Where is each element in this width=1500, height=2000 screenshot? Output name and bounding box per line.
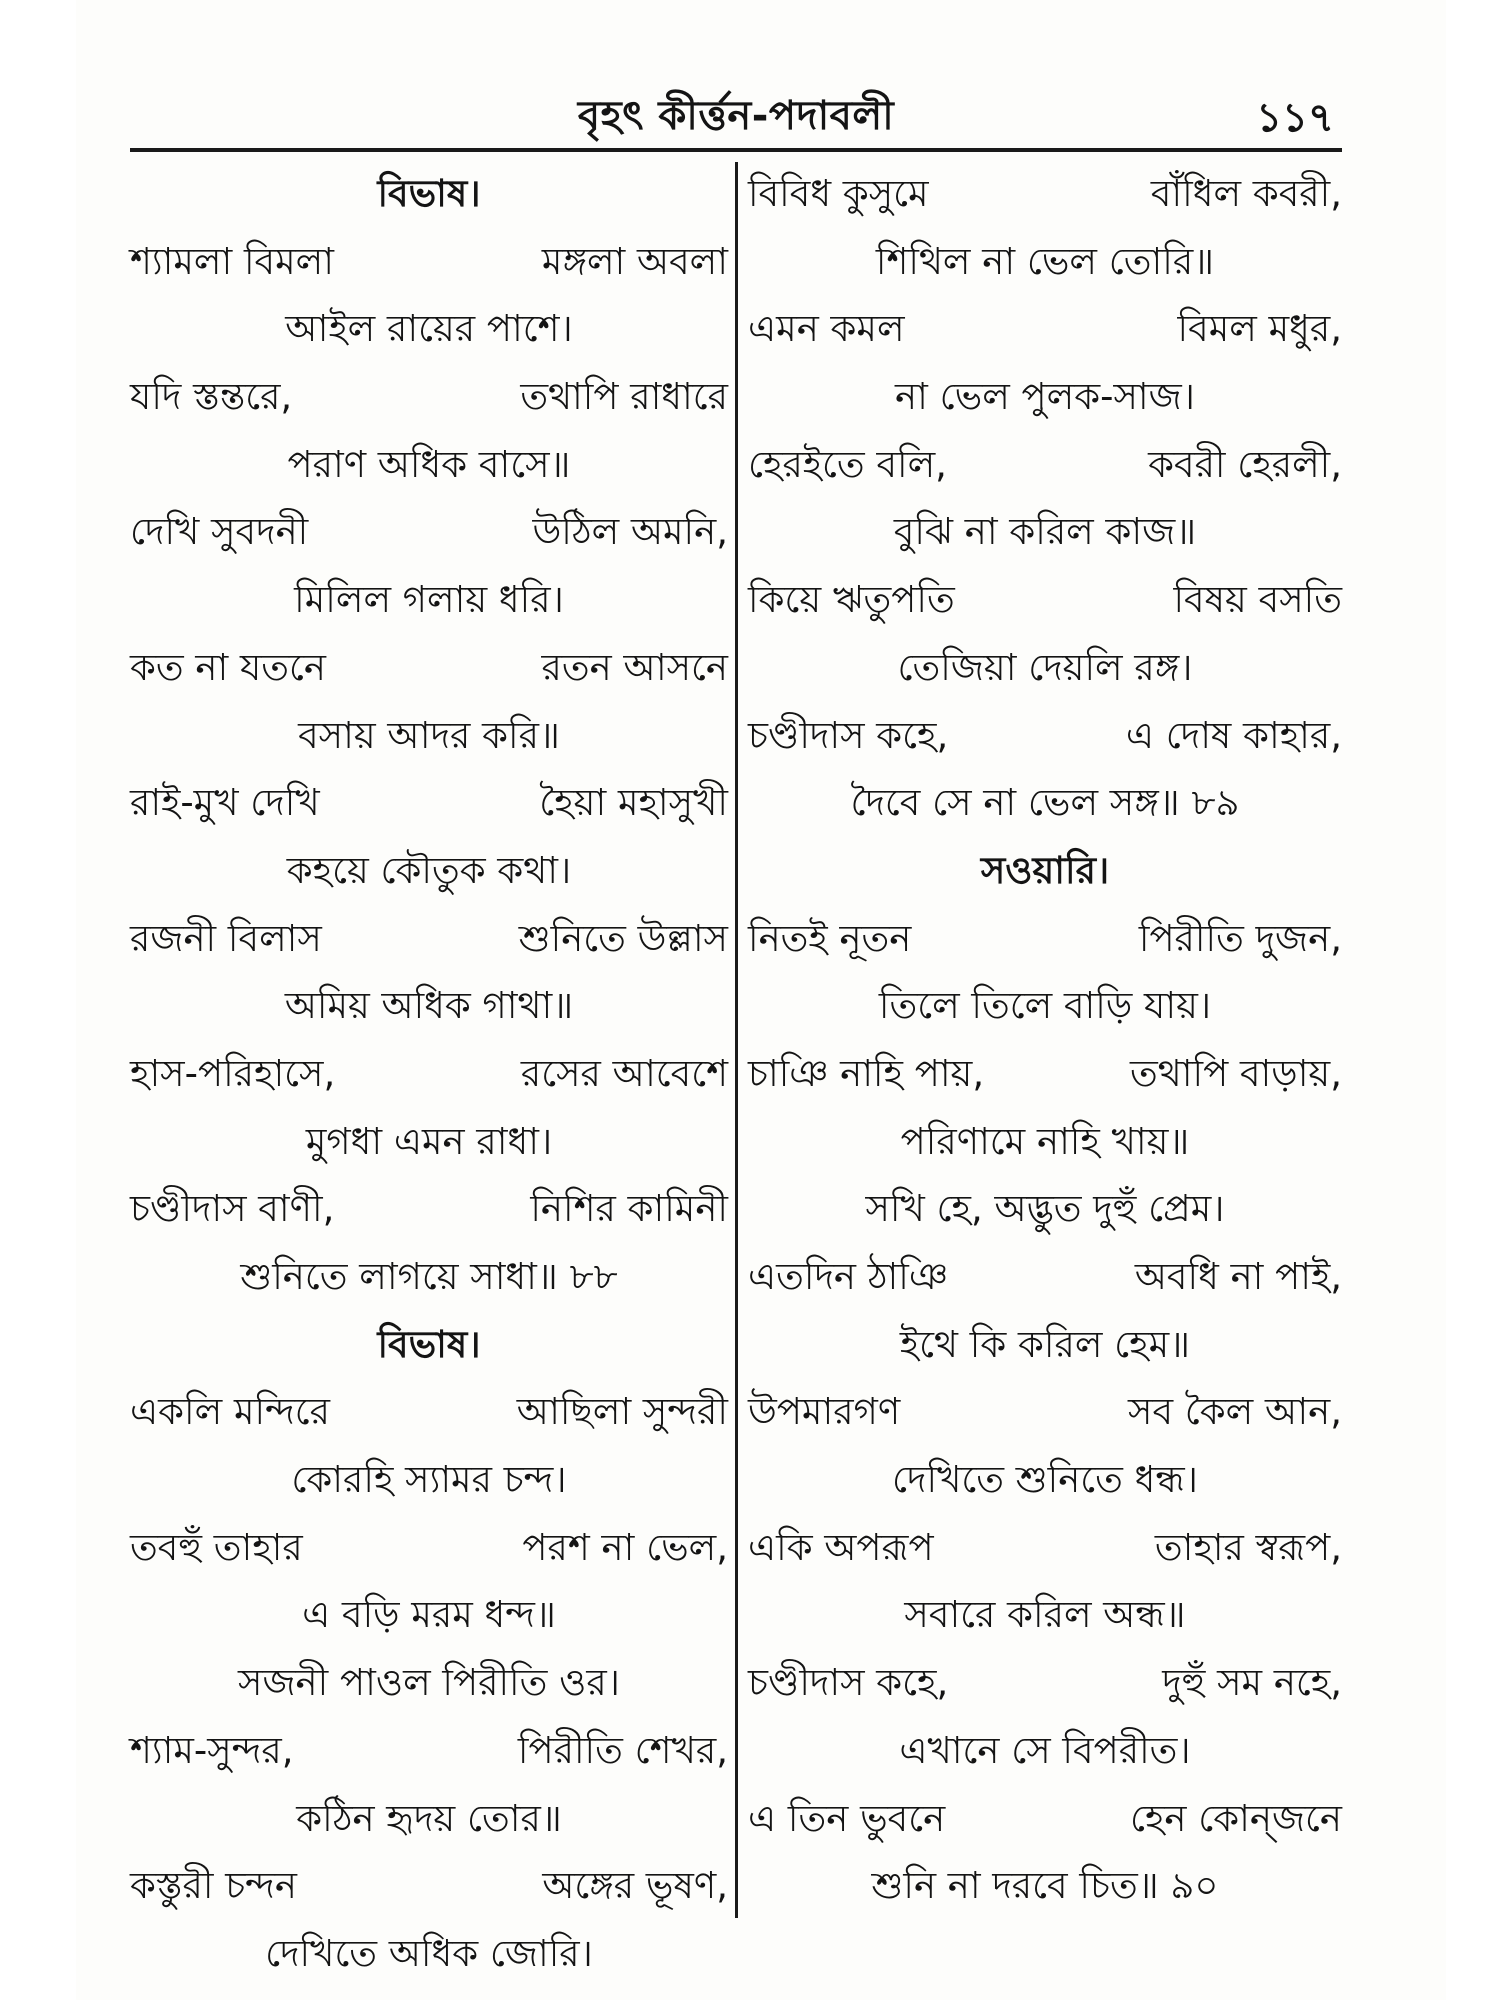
verse-line: [130, 634, 728, 702]
verse-refrain: শিথিল না ভেল তোরি॥: [875, 239, 1215, 283]
verse-half-second: সব কৈল আন,: [1128, 1390, 1342, 1434]
verse-refrain: এখানে সে বিপরীত।: [899, 1728, 1191, 1772]
verse-line: [748, 702, 1342, 770]
verse-half-first: চাঞি নাহি পায়,: [748, 1051, 985, 1095]
verse-half-second: পরশ না ভেল,: [522, 1525, 728, 1569]
verse-half-second: কবরী হেরলী,: [1148, 442, 1342, 486]
verse-line: [130, 228, 728, 296]
verse-line: [748, 1378, 1342, 1446]
verse-refrain: বুঝি না করিল কাজ॥: [893, 510, 1197, 554]
verse-line: [748, 1514, 1342, 1582]
verse-half-first: চণ্ডীদাস বাণী,: [130, 1187, 335, 1231]
verse-half-second: হৈয়া মহাসুখী: [539, 781, 728, 825]
verse-line: [130, 1852, 728, 1920]
verse-refrain: বসায় আদর করি॥: [298, 713, 560, 757]
verse-refrain: দেখিতে শুনিতে ধন্ধ।: [892, 1458, 1198, 1502]
verse-refrain: তেজিয়া দেয়লি রঙ্গ।: [897, 645, 1193, 689]
verse-line: [130, 1378, 728, 1446]
verse-half-second: পিরীতি দুজন,: [1138, 916, 1342, 960]
verse-half-first: একলি মন্দিরে: [130, 1390, 330, 1434]
verse-line: [748, 295, 1342, 363]
verse-half-first: শ্যাম-সুন্দর,: [130, 1728, 294, 1772]
verse-refrain: আইল রায়ের পাশে।: [285, 307, 573, 351]
verse-half-second: মঙ্গলা অবলা: [541, 239, 728, 283]
verse-half-first: রাই-মুখ দেখি: [130, 781, 320, 825]
verse-half-first: এমন কমল: [748, 307, 905, 351]
verse-half-first: তবহুঁ তাহার: [130, 1525, 303, 1569]
verse-refrain: সবারে করিল অন্ধ॥: [904, 1593, 1186, 1637]
verse-refrain: শুনিতে লাগয়ে সাধা॥ ৮৮: [240, 1255, 618, 1298]
verse-half-second: পিরীতি শেখর,: [517, 1728, 728, 1772]
verse-line: [748, 1243, 1342, 1311]
verse-refrain: কহয়ে কৌতুক কথা।: [286, 848, 572, 892]
raga-heading: বিভাষ।: [377, 1322, 481, 1366]
verse-refrain: কোরহি স্যামর চন্দ।: [291, 1458, 567, 1502]
verse-refrain: দেখিতে অধিক জোরি।: [265, 1931, 593, 1975]
verse-refrain: অমিয় অধিক গাথা॥: [284, 984, 574, 1028]
verse-refrain: সজনী পাওল পিরীতি ওর।: [238, 1661, 620, 1705]
page-number: ১১৭: [1256, 95, 1334, 141]
verse-half-first: একি অপরূপ: [748, 1525, 934, 1569]
verse-line: [130, 363, 728, 431]
verse-line: [130, 498, 728, 566]
verse-half-first: হাস-পরিহাসে,: [130, 1051, 336, 1095]
verse-half-second: তাহার স্বরূপ,: [1154, 1525, 1342, 1569]
raga-heading: বিভাষ।: [377, 172, 481, 215]
right-column: [748, 160, 1342, 1920]
verse-refrain: শুনি না দরবে চিত॥ ৯০: [871, 1864, 1219, 1908]
verse-half-first: কস্তুরী চন্দন: [130, 1864, 297, 1908]
verse-refrain: তিলে তিলে বাড়ি যায়।: [878, 984, 1212, 1028]
verse-half-first: এ তিন ভুবনে: [748, 1796, 946, 1840]
verse-refrain: পরিণামে নাহি খায়॥: [900, 1119, 1190, 1163]
verse-refrain: না ভেল পুলক-সাজ।: [895, 375, 1195, 419]
verse-refrain: ইথে কি করিল হেম॥: [899, 1322, 1191, 1366]
verse-line: [130, 1717, 728, 1785]
verse-half-first: বিবিধ কুসুমে: [748, 172, 929, 215]
verse-refrain: মুগধা এমন রাধা।: [305, 1119, 553, 1163]
verse-half-first: এতদিন ঠাঞি: [748, 1255, 948, 1298]
verse-half-second: রসের আবেশে: [520, 1051, 728, 1095]
verse-half-first: হেরইতে বলি,: [748, 442, 947, 486]
verse-half-second: দুহুঁ সম নহে,: [1162, 1661, 1342, 1705]
verse-line: [130, 769, 728, 837]
verse-half-first: রজনী বিলাস: [130, 916, 322, 960]
verse-half-second: তথাপি রাধারে: [520, 375, 728, 419]
verse-half-second: অঙ্গের ভূষণ,: [542, 1864, 728, 1908]
verse-line: [130, 1175, 728, 1243]
verse-half-second: রতন আসনে: [541, 645, 728, 689]
verse-half-second: বিমল মধুর,: [1177, 307, 1342, 351]
verse-half-second: হেন কোন্‌জনে: [1129, 1796, 1342, 1840]
verse-refrain: কঠিন হৃদয় তোর॥: [296, 1796, 562, 1840]
verse-half-second: বাঁধিল কবরী,: [1150, 172, 1342, 215]
verse-half-first: নিতই নূতন: [748, 916, 912, 960]
verse-refrain: মিলিল গলায় ধরি।: [294, 578, 564, 622]
verse-line: [748, 160, 1342, 228]
verse-half-first: কিয়ে ঋতুপতি: [748, 578, 955, 622]
verse-half-first: চণ্ডীদাস কহে,: [748, 1661, 949, 1705]
raga-heading: সওয়ারি।: [980, 848, 1110, 892]
verse-line: [130, 1514, 728, 1582]
left-column: [130, 160, 728, 1988]
verse-refrain: সখি হে, অদ্ভুত দুহুঁ প্রেম।: [865, 1187, 1225, 1231]
verse-half-second: আছিলা সুন্দরী: [516, 1390, 728, 1434]
verse-half-second: শুনিতে উল্লাস: [518, 916, 728, 960]
verse-half-second: নিশির কামিনী: [530, 1187, 728, 1231]
verse-half-first: যদি স্তন্তরে,: [130, 375, 293, 419]
verse-refrain: দৈবে সে না ভেল সঙ্গ॥ ৮৯: [850, 781, 1240, 825]
verse-line: [748, 1040, 1342, 1108]
verse-half-first: উপমারগণ: [748, 1390, 901, 1434]
running-header: [130, 78, 1342, 150]
verse-half-second: উঠিল অমনি,: [532, 510, 728, 554]
book-title: বৃহৎ কীর্ত্তন-পদাবলী: [577, 93, 895, 139]
verse-half-second: এ দোষ কাহার,: [1125, 713, 1342, 757]
header-rule: [130, 148, 1342, 152]
verse-half-first: চণ্ডীদাস কহে,: [748, 713, 949, 757]
verse-refrain: এ বড়ি মরম ধন্দ॥: [302, 1593, 556, 1637]
verse-line: [748, 1785, 1342, 1853]
verse-line: [748, 1649, 1342, 1717]
verse-half-second: অবধি না পাই,: [1134, 1255, 1342, 1298]
verse-half-second: তথাপি বাড়ায়,: [1130, 1051, 1342, 1095]
verse-line: [130, 1040, 728, 1108]
verse-line: [130, 905, 728, 973]
verse-line: [748, 566, 1342, 634]
verse-line: [748, 431, 1342, 499]
verse-half-first: দেখি সুবদনী: [130, 510, 309, 554]
verse-half-first: কত না যতনে: [130, 645, 327, 689]
verse-half-first: শ্যামলা বিমলা: [130, 239, 334, 283]
verse-refrain: পরাণ অধিক বাসে॥: [287, 442, 571, 486]
verse-line: [748, 905, 1342, 973]
verse-half-second: বিষয় বসতি: [1173, 578, 1342, 622]
column-divider: [735, 162, 738, 1918]
